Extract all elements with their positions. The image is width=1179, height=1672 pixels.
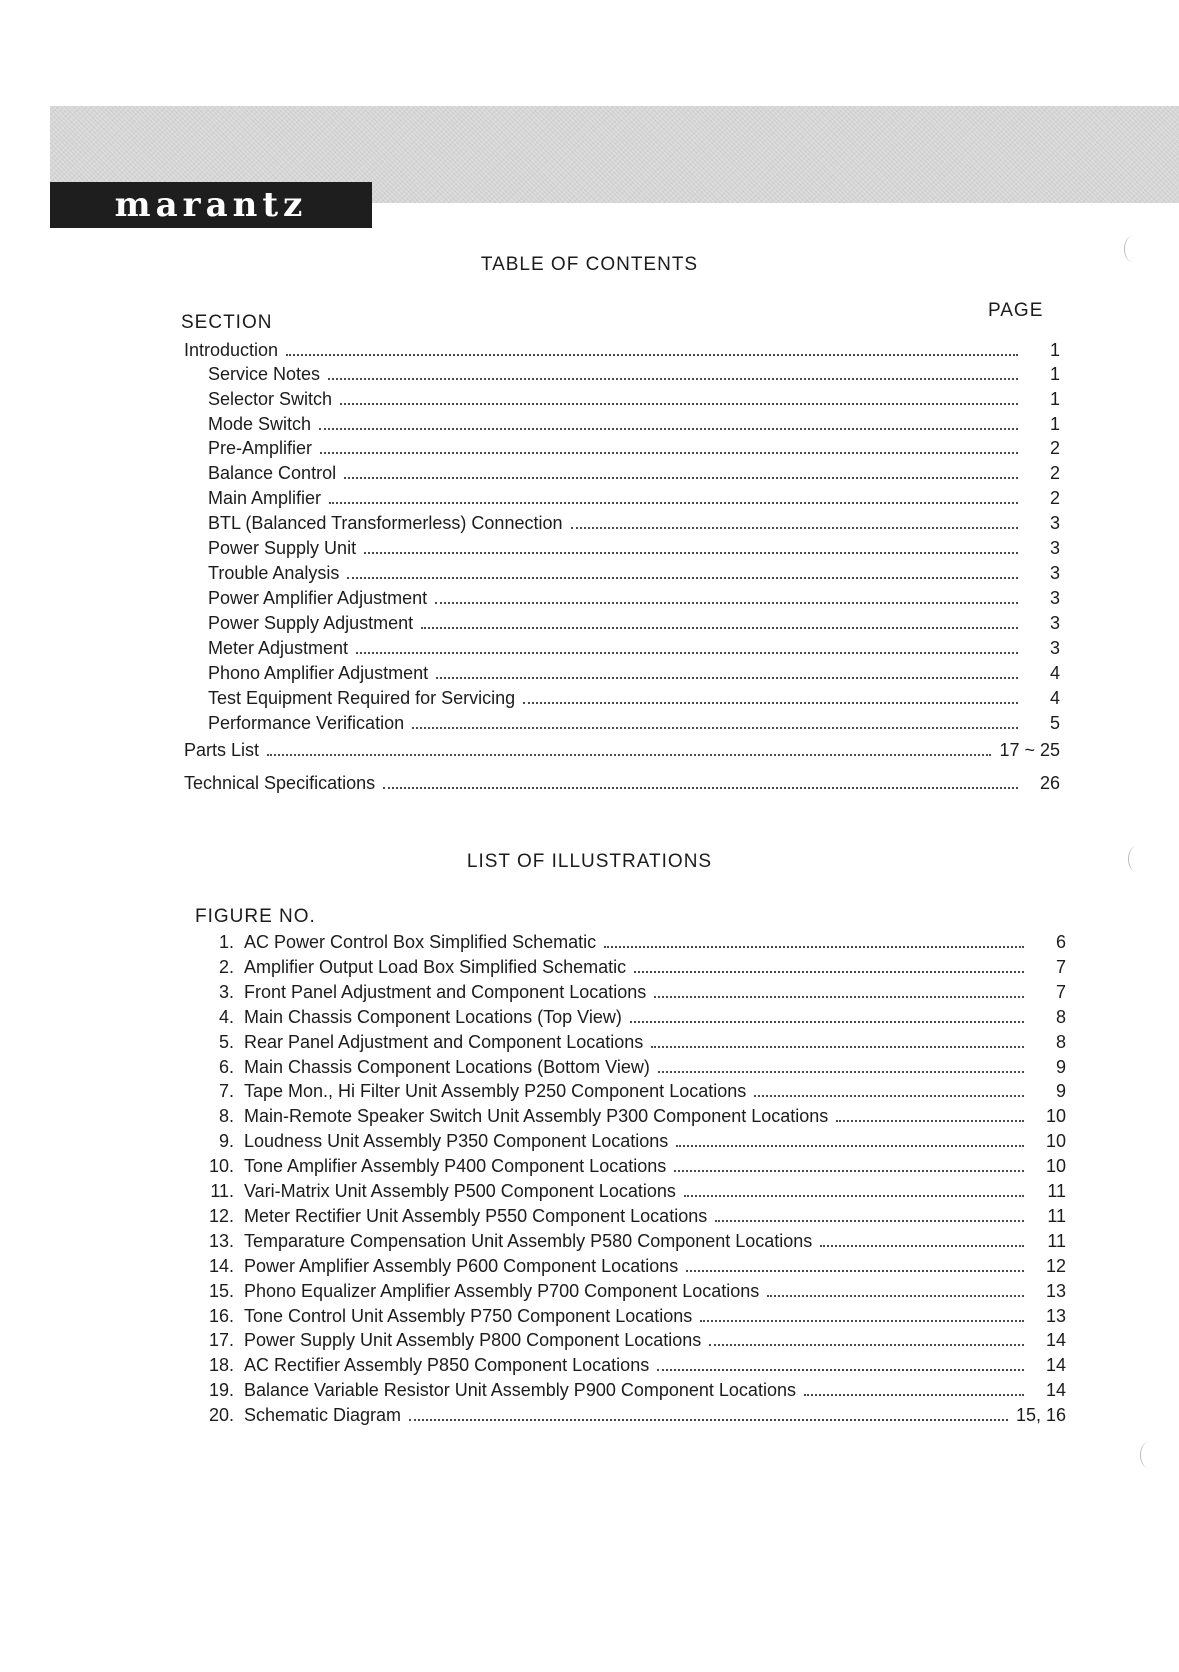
- dot-leader: [320, 452, 1018, 454]
- figure-label: Main Chassis Component Locations (Top View): [244, 1006, 622, 1027]
- figure-label: Phono Equalizer Amplifier Assembly P700 Component Locations: [244, 1280, 760, 1301]
- toc-entry-label: Main Amplifier: [208, 488, 322, 508]
- dot-leader: [267, 754, 991, 756]
- toc-entry-page: 3: [1049, 638, 1060, 658]
- figure-number: 17.: [208, 1330, 234, 1351]
- toc-entry-label: Power Supply Adjustment: [208, 613, 414, 633]
- dot-leader: [836, 1120, 1024, 1122]
- toc-entry: [208, 663, 1060, 684]
- figure-entry: [196, 932, 1066, 953]
- figure-label: Amplifier Output Load Box Simplified Schematic: [244, 956, 627, 977]
- toc-entry-page: 4: [1049, 688, 1060, 708]
- figure-page: 12: [1045, 1255, 1066, 1276]
- toc-entry: [208, 613, 1060, 634]
- punch-mark: [1128, 846, 1145, 872]
- dot-leader: [700, 1320, 1024, 1322]
- dot-leader: [344, 477, 1018, 479]
- dot-leader: [329, 502, 1018, 504]
- toc-entry: [208, 513, 1060, 534]
- figure-page: 11: [1047, 1181, 1066, 1201]
- toc-entry-label: Power Amplifier Adjustment: [208, 588, 428, 608]
- figure-number: 9.: [218, 1131, 234, 1152]
- toc-entry-label: Meter Adjustment: [208, 638, 349, 658]
- dot-leader: [767, 1295, 1024, 1297]
- marantz-logo: marantz: [50, 182, 372, 228]
- figure-entry: [196, 1256, 1066, 1277]
- punch-mark: [1124, 236, 1141, 262]
- figure-label: Rear Panel Adjustment and Component Locations: [244, 1031, 644, 1052]
- dot-leader: [658, 1071, 1024, 1073]
- toc-entry: [208, 638, 1060, 659]
- dot-leader: [604, 946, 1024, 948]
- figure-number: 4.: [218, 1006, 234, 1027]
- figure-label: Power Supply Unit Assembly P800 Component Locations: [244, 1330, 702, 1351]
- figure-label: Meter Rectifier Unit Assembly P550 Component Locations: [244, 1205, 708, 1226]
- figure-entry: [196, 957, 1066, 978]
- dot-leader: [356, 652, 1018, 654]
- figure-entry: [196, 1131, 1066, 1152]
- dot-leader: [436, 677, 1018, 679]
- dot-leader: [571, 527, 1019, 529]
- toc-entry: [208, 414, 1060, 435]
- figure-number: 3.: [218, 981, 234, 1002]
- figure-entry: [196, 1405, 1066, 1426]
- toc-entry: [208, 463, 1060, 484]
- figure-page: 14: [1045, 1355, 1066, 1376]
- toc-entry-page: 4: [1049, 663, 1060, 683]
- figure-label: Temparature Compensation Unit Assembly P580 Component Locations: [244, 1230, 813, 1251]
- dot-leader: [820, 1245, 1024, 1247]
- figure-page: 14: [1045, 1330, 1066, 1351]
- dot-leader: [686, 1270, 1024, 1272]
- toc-entry: [208, 389, 1060, 410]
- toc-entry: [184, 340, 1060, 361]
- toc-entry-label: Performance Verification: [208, 713, 405, 733]
- toc-entry-page: 5: [1049, 713, 1060, 733]
- figure-page: 10: [1045, 1106, 1066, 1127]
- figure-page: 7: [1055, 956, 1066, 977]
- figure-label: Front Panel Adjustment and Component Locations: [244, 981, 647, 1002]
- toc-entry-label: Phono Amplifier Adjustment: [208, 663, 429, 683]
- dot-leader: [676, 1145, 1024, 1147]
- toc-entry-page: 2: [1049, 488, 1060, 508]
- figure-page: 11: [1047, 1205, 1066, 1226]
- dot-leader: [634, 971, 1024, 973]
- toc-entry-page: 3: [1049, 588, 1060, 608]
- figure-label: AC Rectifier Assembly P850 Component Locations: [244, 1355, 650, 1376]
- toc-entry-label: Parts List: [184, 740, 260, 760]
- toc-title: TABLE OF CONTENTS: [480, 254, 699, 275]
- figure-number: 19.: [208, 1380, 234, 1401]
- dot-leader: [409, 1419, 1008, 1421]
- toc-entry-label: Technical Specifications: [184, 773, 376, 793]
- figure-page: 9: [1055, 1081, 1066, 1102]
- figure-page: 10: [1045, 1131, 1066, 1152]
- figure-number: 10.: [208, 1156, 234, 1177]
- figure-number: 20.: [208, 1405, 234, 1426]
- toc-entry-label: Test Equipment Required for Servicing: [208, 688, 516, 708]
- figure-entry: [196, 1081, 1066, 1102]
- toc-entry-page: 1: [1049, 340, 1060, 360]
- dot-leader: [651, 1046, 1024, 1048]
- toc-entry-page: 3: [1049, 613, 1060, 633]
- figure-entry: [196, 1355, 1066, 1376]
- toc-entry-label: Balance Control: [208, 463, 337, 483]
- dot-leader: [630, 1021, 1024, 1023]
- dot-leader: [684, 1195, 1024, 1197]
- toc-entry: [184, 740, 1060, 761]
- figure-label: AC Power Control Box Simplified Schematic: [244, 932, 597, 952]
- figure-entry: [196, 1281, 1066, 1302]
- section-column-header: SECTION: [181, 312, 273, 333]
- figure-page: 11: [1047, 1230, 1066, 1251]
- figure-entry: [196, 1032, 1066, 1053]
- toc-entry-page: 17 ~ 25: [999, 740, 1060, 760]
- figure-page: 13: [1045, 1305, 1066, 1326]
- figure-label: Tape Mon., Hi Filter Unit Assembly P250 Component Locations: [244, 1081, 747, 1102]
- toc-entry: [208, 688, 1060, 709]
- toc-entry-label: Introduction: [184, 340, 279, 360]
- toc-entry-label: Service Notes: [208, 364, 321, 384]
- toc-entry: [208, 438, 1060, 459]
- toc-entry: [208, 713, 1060, 734]
- dot-leader: [435, 602, 1018, 604]
- toc-entry-page: 2: [1049, 438, 1060, 458]
- toc-entry-page: 1: [1049, 389, 1060, 409]
- figure-page: 13: [1045, 1280, 1066, 1301]
- dot-leader: [319, 428, 1018, 430]
- figure-page: 15, 16: [1015, 1405, 1066, 1426]
- toc-entry-page: 2: [1049, 463, 1060, 483]
- toc-entry-label: Selector Switch: [208, 389, 333, 409]
- dot-leader: [347, 577, 1018, 579]
- figure-label: Vari-Matrix Unit Assembly P500 Component Locations: [244, 1181, 676, 1201]
- figure-number: 11.: [210, 1181, 234, 1201]
- dot-leader: [674, 1170, 1024, 1172]
- figure-number: 12.: [208, 1205, 234, 1226]
- figure-label: Balance Variable Resistor Unit Assembly P900 Component Locations: [244, 1380, 796, 1401]
- punch-mark: [1140, 1442, 1157, 1468]
- figure-page: 7: [1055, 981, 1066, 1002]
- dot-leader: [328, 378, 1018, 380]
- dot-leader: [654, 996, 1024, 998]
- dot-leader: [421, 627, 1018, 629]
- figure-page: 8: [1055, 1006, 1066, 1027]
- toc-entry: [208, 588, 1060, 609]
- dot-leader: [364, 552, 1018, 554]
- figure-entry: [196, 1231, 1066, 1252]
- figure-label: Power Amplifier Assembly P600 Component Locations: [244, 1255, 679, 1276]
- figure-entry: [196, 1206, 1066, 1227]
- figure-number: 2.: [218, 956, 234, 977]
- dot-leader: [383, 787, 1018, 789]
- figure-label: Loudness Unit Assembly P350 Component Locations: [244, 1131, 669, 1152]
- dot-leader: [804, 1394, 1024, 1396]
- dot-leader: [715, 1220, 1024, 1222]
- dot-leader: [523, 702, 1018, 704]
- dot-leader: [754, 1095, 1024, 1097]
- dot-leader: [709, 1344, 1024, 1346]
- figure-number: 1.: [218, 932, 234, 952]
- figure-page: 8: [1055, 1031, 1066, 1052]
- figure-number: 7.: [218, 1081, 234, 1102]
- figure-entry: [196, 1156, 1066, 1177]
- figure-number: 13.: [208, 1230, 234, 1251]
- figure-number: 6.: [218, 1056, 234, 1077]
- toc-entry-page: 3: [1049, 538, 1060, 558]
- figure-page: 10: [1045, 1156, 1066, 1177]
- figure-number: 18.: [208, 1355, 234, 1376]
- toc-entry-label: Mode Switch: [208, 414, 312, 434]
- toc-entry: [208, 563, 1060, 584]
- figure-number: 14.: [208, 1255, 234, 1276]
- figure-page: 9: [1055, 1056, 1066, 1077]
- figure-entry: [196, 1380, 1066, 1401]
- toc-entry-label: Trouble Analysis: [208, 563, 340, 583]
- figure-entry: [196, 982, 1066, 1003]
- figure-label: Tone Control Unit Assembly P750 Component Locations: [244, 1305, 693, 1326]
- toc-entry-label: Pre-Amplifier: [208, 438, 313, 458]
- dot-leader: [286, 354, 1018, 356]
- toc-entry: [208, 364, 1060, 385]
- figure-label: Tone Amplifier Assembly P400 Component Locations: [244, 1156, 667, 1177]
- toc-entry-page: 1: [1049, 364, 1060, 384]
- figure-number: 16.: [208, 1305, 234, 1326]
- dot-leader: [340, 403, 1018, 405]
- toc-entry-label: BTL (Balanced Transformerless) Connection: [208, 513, 563, 533]
- toc-entry-page: 1: [1049, 414, 1060, 434]
- toc-entry-page: 26: [1039, 773, 1060, 793]
- illustrations-title: LIST OF ILLUSTRATIONS: [466, 851, 713, 872]
- toc-entry-label: Power Supply Unit: [208, 538, 357, 558]
- toc-entry-page: 3: [1049, 563, 1060, 583]
- figure-label: Main-Remote Speaker Switch Unit Assembly P300 Component Locations: [244, 1106, 829, 1127]
- toc-entry-page: 3: [1049, 513, 1060, 533]
- dot-leader: [412, 727, 1018, 729]
- dot-leader: [657, 1369, 1024, 1371]
- figure-entry: [196, 1007, 1066, 1028]
- figure-number: 8.: [218, 1106, 234, 1127]
- toc-entry: [208, 538, 1060, 559]
- figure-entry: [196, 1330, 1066, 1351]
- toc-entry: [184, 773, 1060, 794]
- page-column-header: PAGE: [988, 300, 1044, 321]
- figure-column-header: FIGURE NO.: [195, 906, 316, 927]
- toc-entry: [208, 488, 1060, 509]
- figure-entry: [196, 1306, 1066, 1327]
- figure-page: 6: [1055, 932, 1066, 952]
- figure-number: 5.: [218, 1031, 234, 1052]
- figure-page: 14: [1045, 1380, 1066, 1401]
- figure-number: 15.: [208, 1280, 234, 1301]
- figure-label: Main Chassis Component Locations (Bottom View): [244, 1056, 650, 1077]
- figure-entry: [196, 1181, 1066, 1202]
- figure-entry: [196, 1057, 1066, 1078]
- figure-entry: [196, 1106, 1066, 1127]
- figure-label: Schematic Diagram: [244, 1405, 402, 1426]
